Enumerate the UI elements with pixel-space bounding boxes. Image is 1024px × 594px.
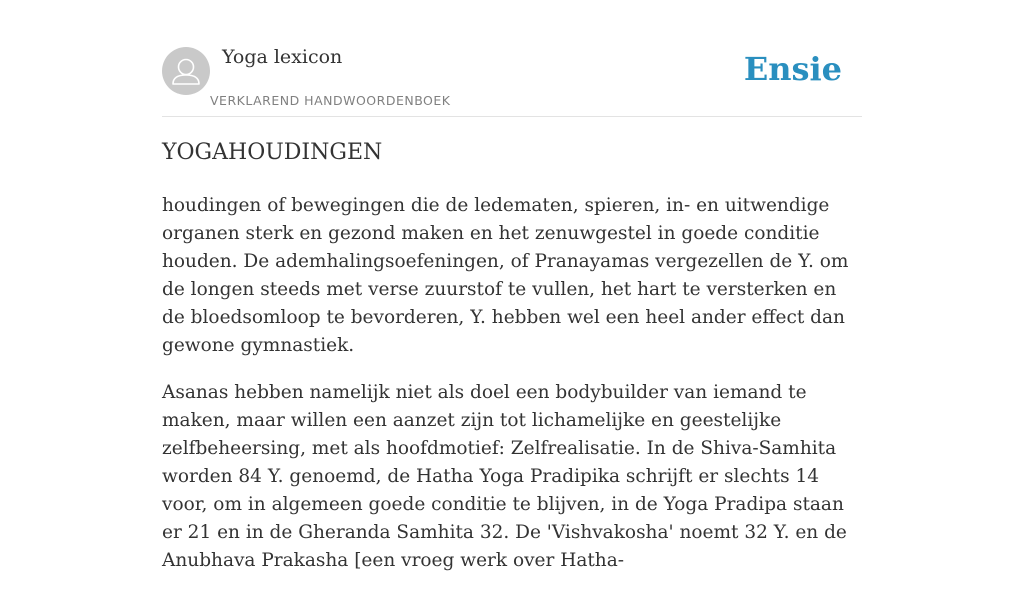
book-subtitle: VERKLAREND HANDWOORDENBOEK	[210, 93, 451, 108]
user-icon	[162, 47, 210, 95]
entry-paragraph: houdingen of bewegingen die de ledematen, spieren, in- en uitwendige organen sterk en gezond maken en het zenuwgestel in goede conditie houden. De ademhalingsoefeningen, of Pranayamas vergezellen de Y. om de longen steeds met verse zuurstof te vullen, het hart te versterken en de bloedsomloop te bevorderen, Y. hebben wel een heel ander effect dan gewone gymnastiek.	[162, 195, 849, 356]
book-title[interactable]: Yoga lexicon	[222, 46, 343, 68]
lexicon-header	[162, 46, 862, 117]
avatar[interactable]	[162, 47, 210, 95]
entry-paragraph: Asanas hebben namelijk niet als doel een bodybuilder van iemand te maken, maar willen een aanzet zijn tot lichamelijke en geestelijke zelfbeheersing, met als hoofdmotief: Zelfrealisatie. In de Shiva-Samhita worden 84 Y. genoemd, de Hatha Yoga Pradipika schrijft er slechts 14 voor, om in algemeen goede conditie te blijven, in de Yoga Pradipa staan er 21 en in de Gheranda Samhita 32. De 'Vishvakosha' noemt 32 Y. en de Anubhava Prakasha [een vroeg werk over Hatha-	[162, 382, 847, 571]
entry-content	[162, 192, 864, 594]
brand-logo[interactable]: Ensie	[743, 50, 842, 88]
entry-title: YOGAHOUDINGEN	[162, 140, 383, 165]
